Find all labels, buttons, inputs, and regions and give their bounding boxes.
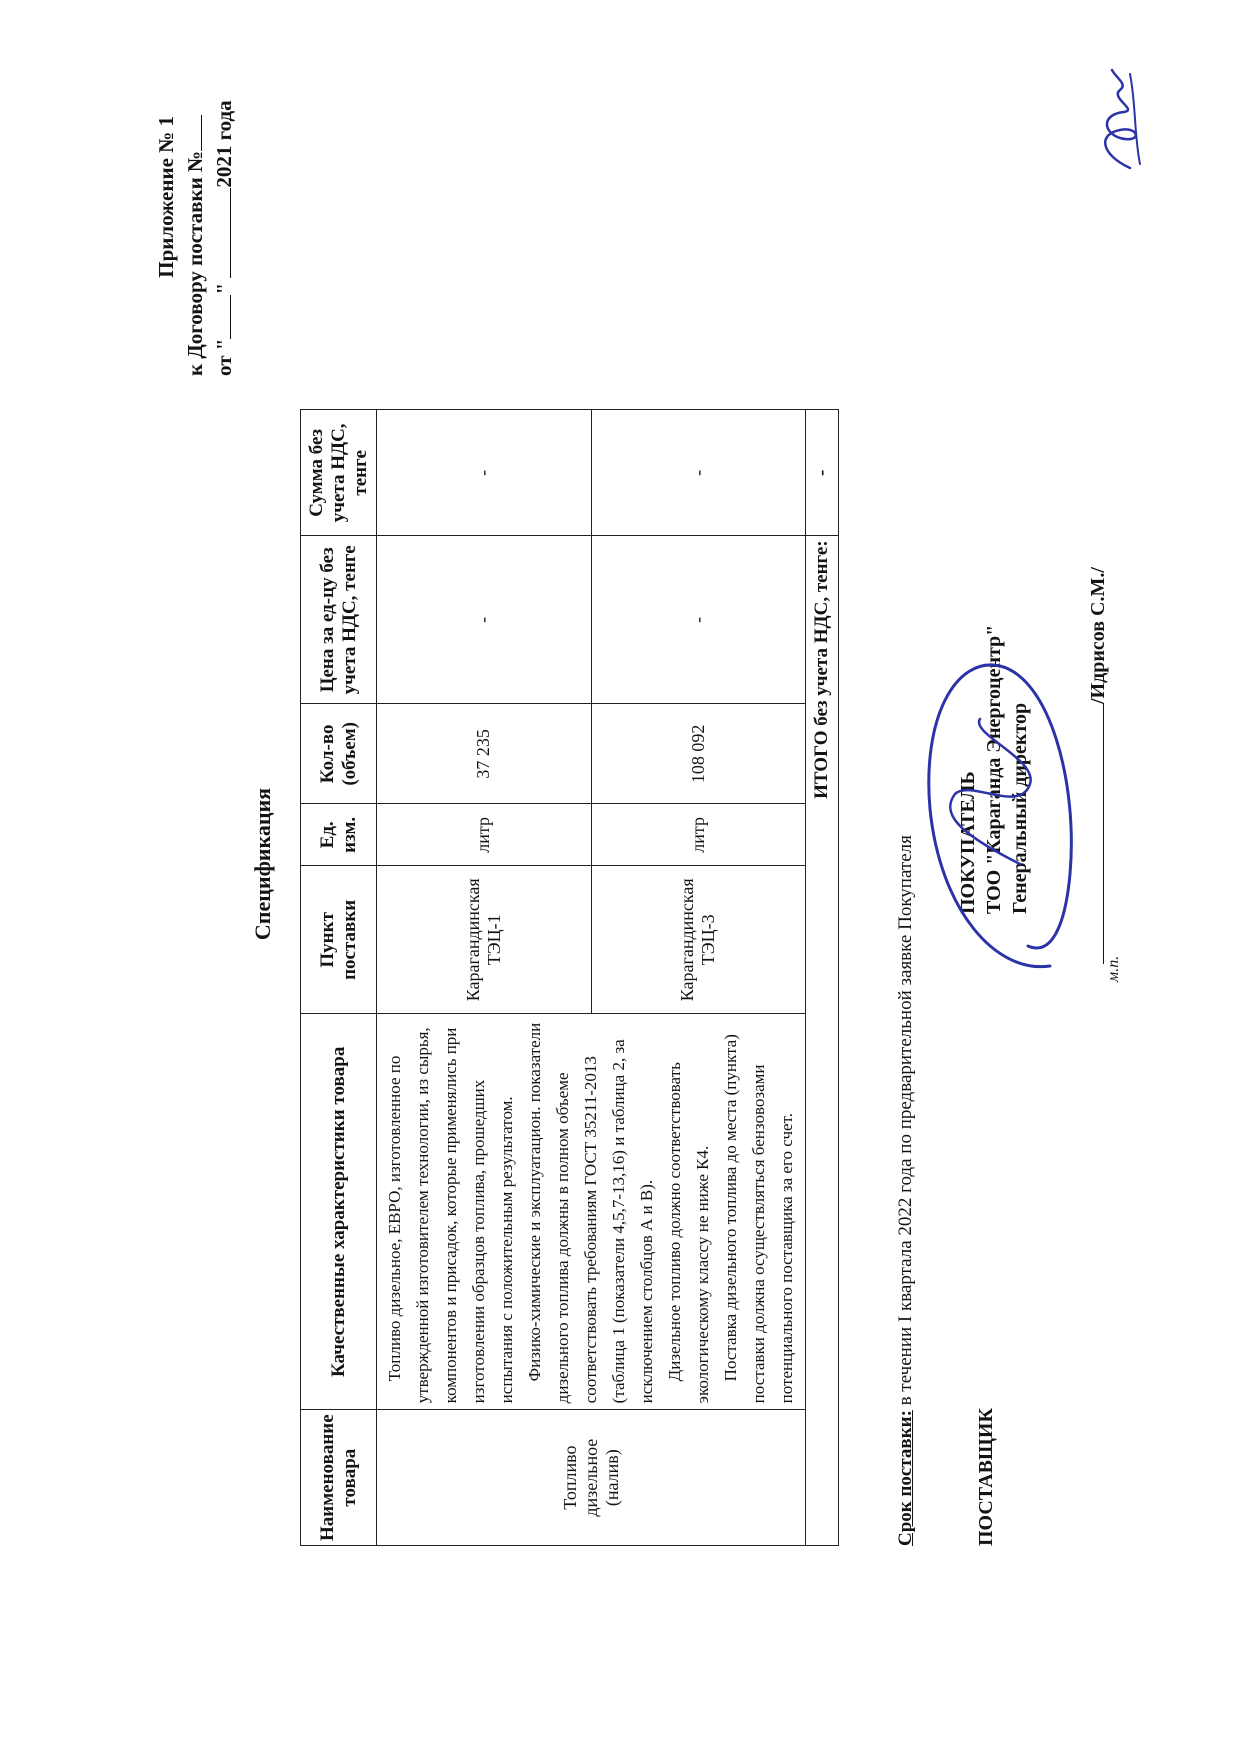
buyer-position: Генеральный директор (1009, 702, 1031, 914)
product-description (377, 1014, 806, 1410)
signature-scribble-icon (900, 644, 1090, 984)
delivery-point: Карагандинская ТЭЦ-3 (591, 866, 806, 1014)
description-paragraph: Физико-химические и эксплуатацион. показатели дизельного топлива должны в полном объеме соответствовать требованиям ГОСТ 35211-2013 (таблица 1 (показатели 4,5,7-13,16) и таблица 2, за исключением столбцов А и В). (525, 1022, 656, 1404)
date-year: 2021 года (212, 100, 236, 188)
stamp-place-mark: м.п. (1105, 955, 1122, 982)
contract-reference: к Договору поставки № (183, 150, 207, 376)
col-header-price: Цена за ед-цу без учета НДС, тенге (301, 536, 377, 704)
buyer-company: ТОО "Караганда Энергоцентр" (983, 624, 1005, 914)
description-paragraph: Дизельное топливо должно соответствовать экологическому классу не ниже К4. (665, 1062, 712, 1404)
col-header-characteristics: Качественные характеристики товара (301, 1014, 377, 1410)
unit-cell: литр (377, 804, 592, 866)
signatory-name: /Идрисов С.М./ (1087, 567, 1109, 704)
month-blank (212, 188, 231, 278)
date-prefix: от " (212, 338, 236, 376)
table-row (377, 410, 592, 1546)
header-row (301, 410, 377, 1546)
contract-number-blank (183, 115, 202, 151)
date-quote: " (212, 282, 236, 295)
total-row (806, 410, 839, 1546)
col-header-delivery-point: Пункт поставки (301, 866, 377, 1014)
product-name: Топливо дизельное (налив) (377, 1410, 806, 1546)
appendix-title: Приложение № 1 (154, 116, 178, 278)
supplier-label: ПОСТАВЩИК (975, 1408, 997, 1546)
total-label: ИТОГО без учета НДС, тенге: (806, 536, 839, 1546)
col-header-name: Наименование товара (301, 1410, 377, 1546)
document-title: Спецификация (250, 787, 275, 941)
delivery-point: Карагандинская ТЭЦ-1 (377, 866, 592, 1014)
price-cell: - (591, 536, 806, 704)
quantity-cell: 37 235 (377, 704, 592, 804)
buyer-label: ПОКУПАТЕЛЬ (957, 771, 979, 914)
appendix-header (152, 100, 239, 376)
initials-mark-icon (1090, 64, 1150, 174)
total-value: - (806, 410, 839, 536)
price-cell: - (377, 536, 592, 704)
day-blank (212, 295, 231, 339)
unit-cell: литр (591, 804, 806, 866)
delivery-term-text: в течении I квартала 2022 года по предварительной заявке Покупателя (895, 835, 916, 1411)
sum-cell: - (377, 410, 592, 536)
col-header-quantity: Кол-во (объем) (301, 704, 377, 804)
quantity-cell: 108 092 (591, 704, 806, 804)
description-paragraph: Топливо дизельное, ЕВРО, изготовленное по утвержденной изготовителем технологии, из сырья, компонентов и присадок, которые применялись при изготовлении образцов топлива, прошедших испытания с положительным результатом. (385, 1027, 516, 1404)
delivery-term-label: Срок поставки: (895, 1410, 916, 1546)
col-header-sum: Сумма без учета НДС, тенге (301, 410, 377, 536)
specification-table (300, 409, 839, 1546)
col-header-unit: Ед. изм. (301, 804, 377, 866)
contract-date-line (210, 100, 239, 376)
sum-cell: - (591, 410, 806, 536)
description-paragraph: Поставка дизельного топлива до места (пункта) поставки должна осуществляться бензовозами потенциального поставщика за его счет. (721, 1034, 796, 1404)
